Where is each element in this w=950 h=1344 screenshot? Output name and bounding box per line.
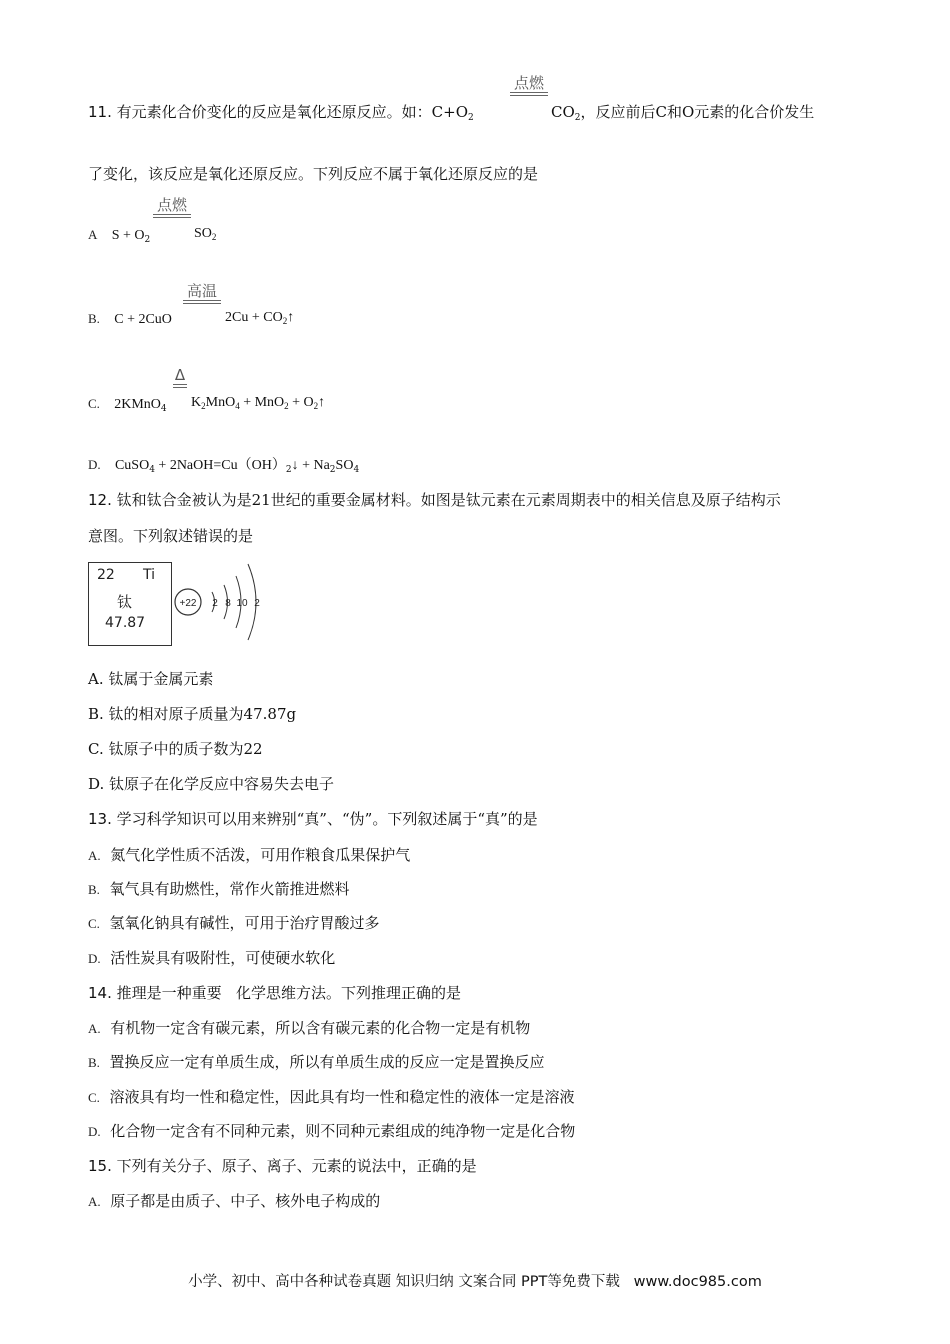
shell-1-count: 2 — [212, 598, 218, 609]
q11-option-a-product: $SO_2$ — [194, 226, 217, 242]
element-name: 钛 — [117, 593, 133, 611]
q12-option-c: C. 钛原子中的质子数为22 — [88, 740, 263, 758]
q11-option-c-condition: Δ — [170, 366, 190, 388]
element-symbol: Ti — [143, 567, 156, 583]
q13-option-a: A. 氮气化学性质不活泼，可用作粮食瓜果保护气 — [88, 846, 411, 864]
q15-stem: 15. 下列有关分子、原子、离子、元素的说法中，正确的是 — [88, 1157, 477, 1175]
q14-option-c: C. 溶液具有均一性和稳定性，因此具有均一性和稳定性的液体一定是溶液 — [88, 1088, 575, 1106]
shell-2-count: 8 — [225, 598, 231, 609]
q13-option-b: B. 氧气具有助燃性，常作火箭推进燃料 — [88, 880, 350, 898]
q13-option-d: D. 活性炭具有吸附性，可使硬水软化 — [88, 949, 336, 967]
atomic-mass: 47.87 — [105, 615, 146, 631]
q12-line2: 意图。下列叙述错误的是 — [88, 527, 254, 545]
q12-option-b: B. 钛的相对原子质量为47.87g — [88, 705, 297, 723]
periodic-table-cell — [88, 562, 172, 646]
shell-4-count: 2 — [254, 598, 260, 609]
q11-option-d: D. CuSO$_4$ + $2NaOH=Cu(OH)_2↓ + Na_2SO_4$ — [88, 457, 360, 475]
q11-option-b: B. C + 2CuO — [88, 311, 172, 327]
q11-option-a: A $S + O_2$ — [88, 227, 151, 245]
q11-line1: 11. 有元素化合价变化的反应是氧化还原反应。如：$C+O_2$ — [88, 103, 474, 123]
q11-line1-end: $CO_2$，反应前后C和O元素的化合价发生 — [551, 103, 815, 123]
q13-stem: 13. 学习科学知识可以用来辨别“真”、“伪”。下列叙述属于“真”的是 — [88, 810, 538, 828]
q11-option-a-condition: 点燃 — [152, 196, 192, 218]
q11-option-b-condition: 高温 — [182, 282, 222, 304]
q14-option-d: D. 化合物一定含有不同种元素，则不同种元素组成的纯净物一定是化合物 — [88, 1122, 576, 1140]
q11-condition: 点燃 — [508, 74, 550, 96]
q11-option-c-product: $K_2MnO_4 + MnO_2$ + $O_2↑$ — [191, 395, 326, 411]
atom-structure-diagram — [172, 552, 272, 652]
q12-option-d: D. 钛原子在化学反应中容易失去电子 — [88, 775, 335, 793]
q14-option-a: A. 有机物一定含有碳元素，所以含有碳元素的化合物一定是有机物 — [88, 1019, 531, 1037]
footer-banner: 小学、初中、高中各种试卷真题 知识归纳 文案合同 PPT等免费下载 www.doc985.com — [188, 1274, 762, 1290]
q11-line2: 了变化，该反应是氧化还原反应。下列反应不属于氧化还原反应的是 — [88, 165, 539, 183]
nucleus-charge: +22 — [179, 598, 197, 609]
q11-option-c: C. 2KMnO$_4$ — [88, 396, 167, 414]
q11-text-a: 有元素化合价变化的反应是氧化还原反应。如：C+O — [116, 103, 468, 121]
q12-line1: 12. 钛和钛合金被认为是21世纪的重要金属材料。如图是钛元素在元素周期表中的相关信息及原子结构示 — [88, 491, 781, 509]
atomic-number: 22 — [97, 567, 115, 583]
q15-option-a: A. 原子都是由质子、中子、核外电子构成的 — [88, 1192, 381, 1210]
shell-3-count: 10 — [236, 598, 248, 609]
q12-option-a: A. 钛属于金属元素 — [88, 670, 214, 688]
q11-option-b-product: $2Cu + CO_2↑$ — [225, 310, 295, 326]
q14-option-b: B. 置换反应一定有单质生成，所以有单质生成的反应一定是置换反应 — [88, 1053, 545, 1071]
q14-stem: 14. 推理是一种重要 化学思维方法。下列推理正确的是 — [88, 984, 461, 1002]
q13-option-c: C. 氢氧化钠具有碱性，可用于治疗胃酸过多 — [88, 914, 380, 932]
